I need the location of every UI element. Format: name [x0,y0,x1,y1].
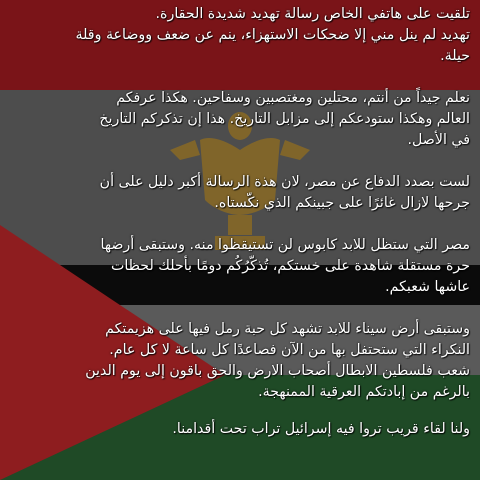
paragraph-2 [10,88,470,151]
paragraph-3 [10,172,470,214]
line: ولنا لقاء قريب تروا فيه إسرائيل تراب تحت أقدامنا. [172,421,470,437]
line: النكراء التي ستحتفل بها من الآن فصاعدًا كل ساعة لا كل عام. [109,342,470,358]
paragraph-1 [10,4,470,67]
line: مصر التي ستظل للابد كابوس لن تستيقظوا منه. وستبقى أرضها [100,237,470,253]
line: بالرغم من إبادتكم العرقية الممنهجة. [258,384,470,400]
line: في الأصل. [407,132,470,148]
line: جرحها لازال غائرًا على جبينكم الذي نكّستاه. [214,195,470,211]
message-text [10,4,470,440]
paragraph-5 [10,319,470,403]
line: وستبقى أرض سيناء للابد تشهد كل حبة رمل فيها على هزيمتكم [105,321,470,337]
line: شعب فلسطين الابطال أصحاب الارض والحق باقون إلى يوم الدين [85,363,470,379]
line: نعلم جيداً من أنتم، محتلين ومغتصبين وسفاحين. هكذا عرفكم [116,90,470,106]
line: تلقيت على هاتفي الخاص رسالة تهديد شديدة الحقارة. [155,6,470,22]
line: حرة مستقلة شاهدة على خستكم، تُذكّرُكُم دومًا بأحلك لحظات [110,258,470,274]
line: حيلة. [440,48,470,64]
paragraph-6 [10,419,470,440]
line: العالم وهكذا ستودعكم إلى مزابل التاريخ. هذا إن تذكركم التاريخ [99,111,470,127]
paragraph-4 [10,235,470,298]
line: لست بصدد الدفاع عن مصر، لان هذة الرسالة أكبر دليل على أن [99,174,470,190]
line: عاشها شعبكم. [385,279,470,295]
line: تهديد لم ينل مني إلا ضحكات الاستهزاء، ينم عن ضعف ووضاعة وقلة [75,27,470,43]
